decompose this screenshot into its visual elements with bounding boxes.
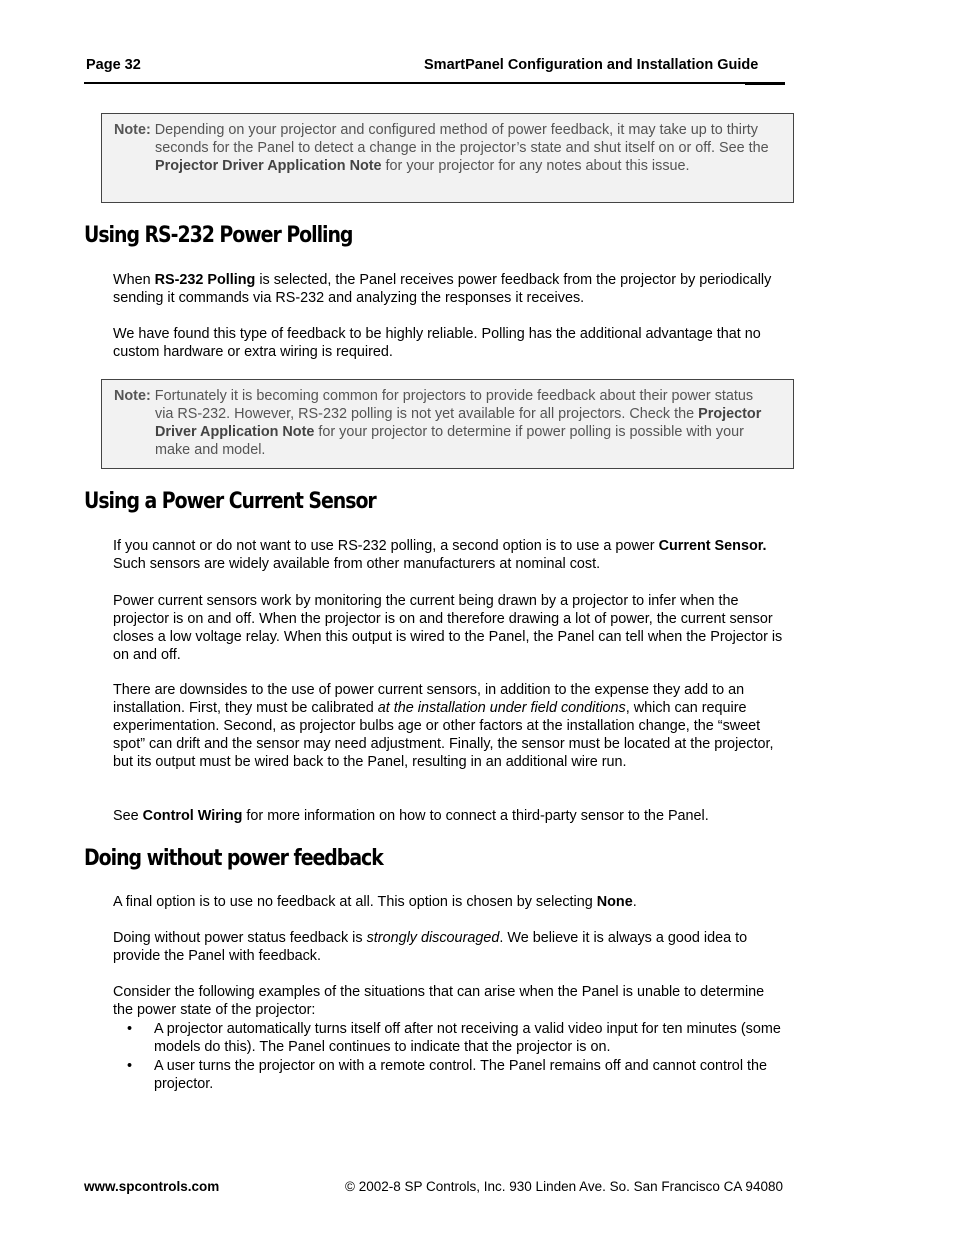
list-item: • A projector automatically turns itself off after not receiving a valid video input for ten minutes (some models do this). The Panel continues to indicate that the projector is on. [127,1021,781,1055]
note-box-rs232 [101,379,794,469]
heading-doing-without-power-feedback: Doing without power feedback [84,846,383,871]
heading-rs232-power-polling: Using RS-232 Power Polling [84,223,353,248]
paragraph: When RS-232 Polling is selected, the Panel receives power feedback from the projector by periodically sending it commands via RS-232 and analyzing the responses it receives. [113,272,772,306]
header-rule-accent [745,82,785,85]
note-label: Note: [114,122,151,138]
link-control-wiring: Control Wiring [142,808,243,824]
paragraph: Doing without power status feedback is strongly discouraged. We believe it is always a good idea to provide the Panel with feedback. [113,930,748,964]
paragraph: There are downsides to the use of power current sensors, in addition to the expense they add to an installation. First, they must be calibrated at the installation under field conditions, which can require experimentation. Second, as projector bulbs age or other factors at the installation change, the “sweet spot” can drift and the sensor may need adjustment. Finally, the sensor must be located at the projector, but its output must be wired back to the Panel, resulting in an additional wire run. [113,682,774,770]
document-title: SmartPanel Configuration and Installation Guide [424,57,759,73]
note-label: Note: [114,388,151,404]
paragraph: We have found this type of feedback to be highly reliable. Polling has the additional advantage that no custom hardware or extra wiring is required. [113,326,761,360]
paragraph: See Control Wiring for more information on how to connect a third-party sensor to the Panel. [113,808,709,824]
bullet-icon: • [127,1021,133,1037]
note-reference: Projector Driver Application Note [155,406,762,440]
paragraph: If you cannot or do not want to use RS-232 polling, a second option is to use a power Current Sensor. Such sensors are widely available from other manufacturers at nominal cost. [113,538,767,572]
note-text: Note: Depending on your projector and configured method of power feedback, it may take up to thirty seconds for the Panel to detect a change in the projector’s state and shut itself on or off. See the Projector Driver Application Note for your projector for any notes about this issue. [114,122,769,174]
list-item: • A user turns the projector on with a remote control. The Panel remains off and cannot control the projector. [127,1058,768,1092]
header-rule [84,82,785,84]
note-box-power-feedback [101,113,794,203]
note-text: Note: Fortunately it is becoming common for projectors to provide feedback about their power status via RS-232. However, RS-232 polling is not yet available for all projectors. Check the Projector Driver Application Note for your projector to determine if power polling is possible with your make and model. [114,388,762,458]
paragraph: Consider the following examples of the situations that can arise when the Panel is unable to determine the power state of the projector: [113,984,765,1018]
footer-copyright: © 2002-8 SP Controls, Inc. 930 Linden Ave. So. San Francisco CA 94080 [345,1179,783,1194]
page-number: Page 32 [86,57,141,73]
heading-power-current-sensor: Using a Power Current Sensor [84,489,376,514]
footer-website-link[interactable]: www.spcontrols.com [84,1179,220,1194]
paragraph: A final option is to use no feedback at all. This option is chosen by selecting None. [113,894,637,910]
bullet-icon: • [127,1058,133,1074]
paragraph: Power current sensors work by monitoring the current being drawn by a projector to infer when the projector is on and off. When the projector is on and therefore drawing a lot of power, the current sensor closes a low voltage relay. When this output is wired to the Panel, the Panel can tell when the Projector is on and off. [113,593,783,663]
note-reference: Projector Driver Application Note [155,158,382,174]
